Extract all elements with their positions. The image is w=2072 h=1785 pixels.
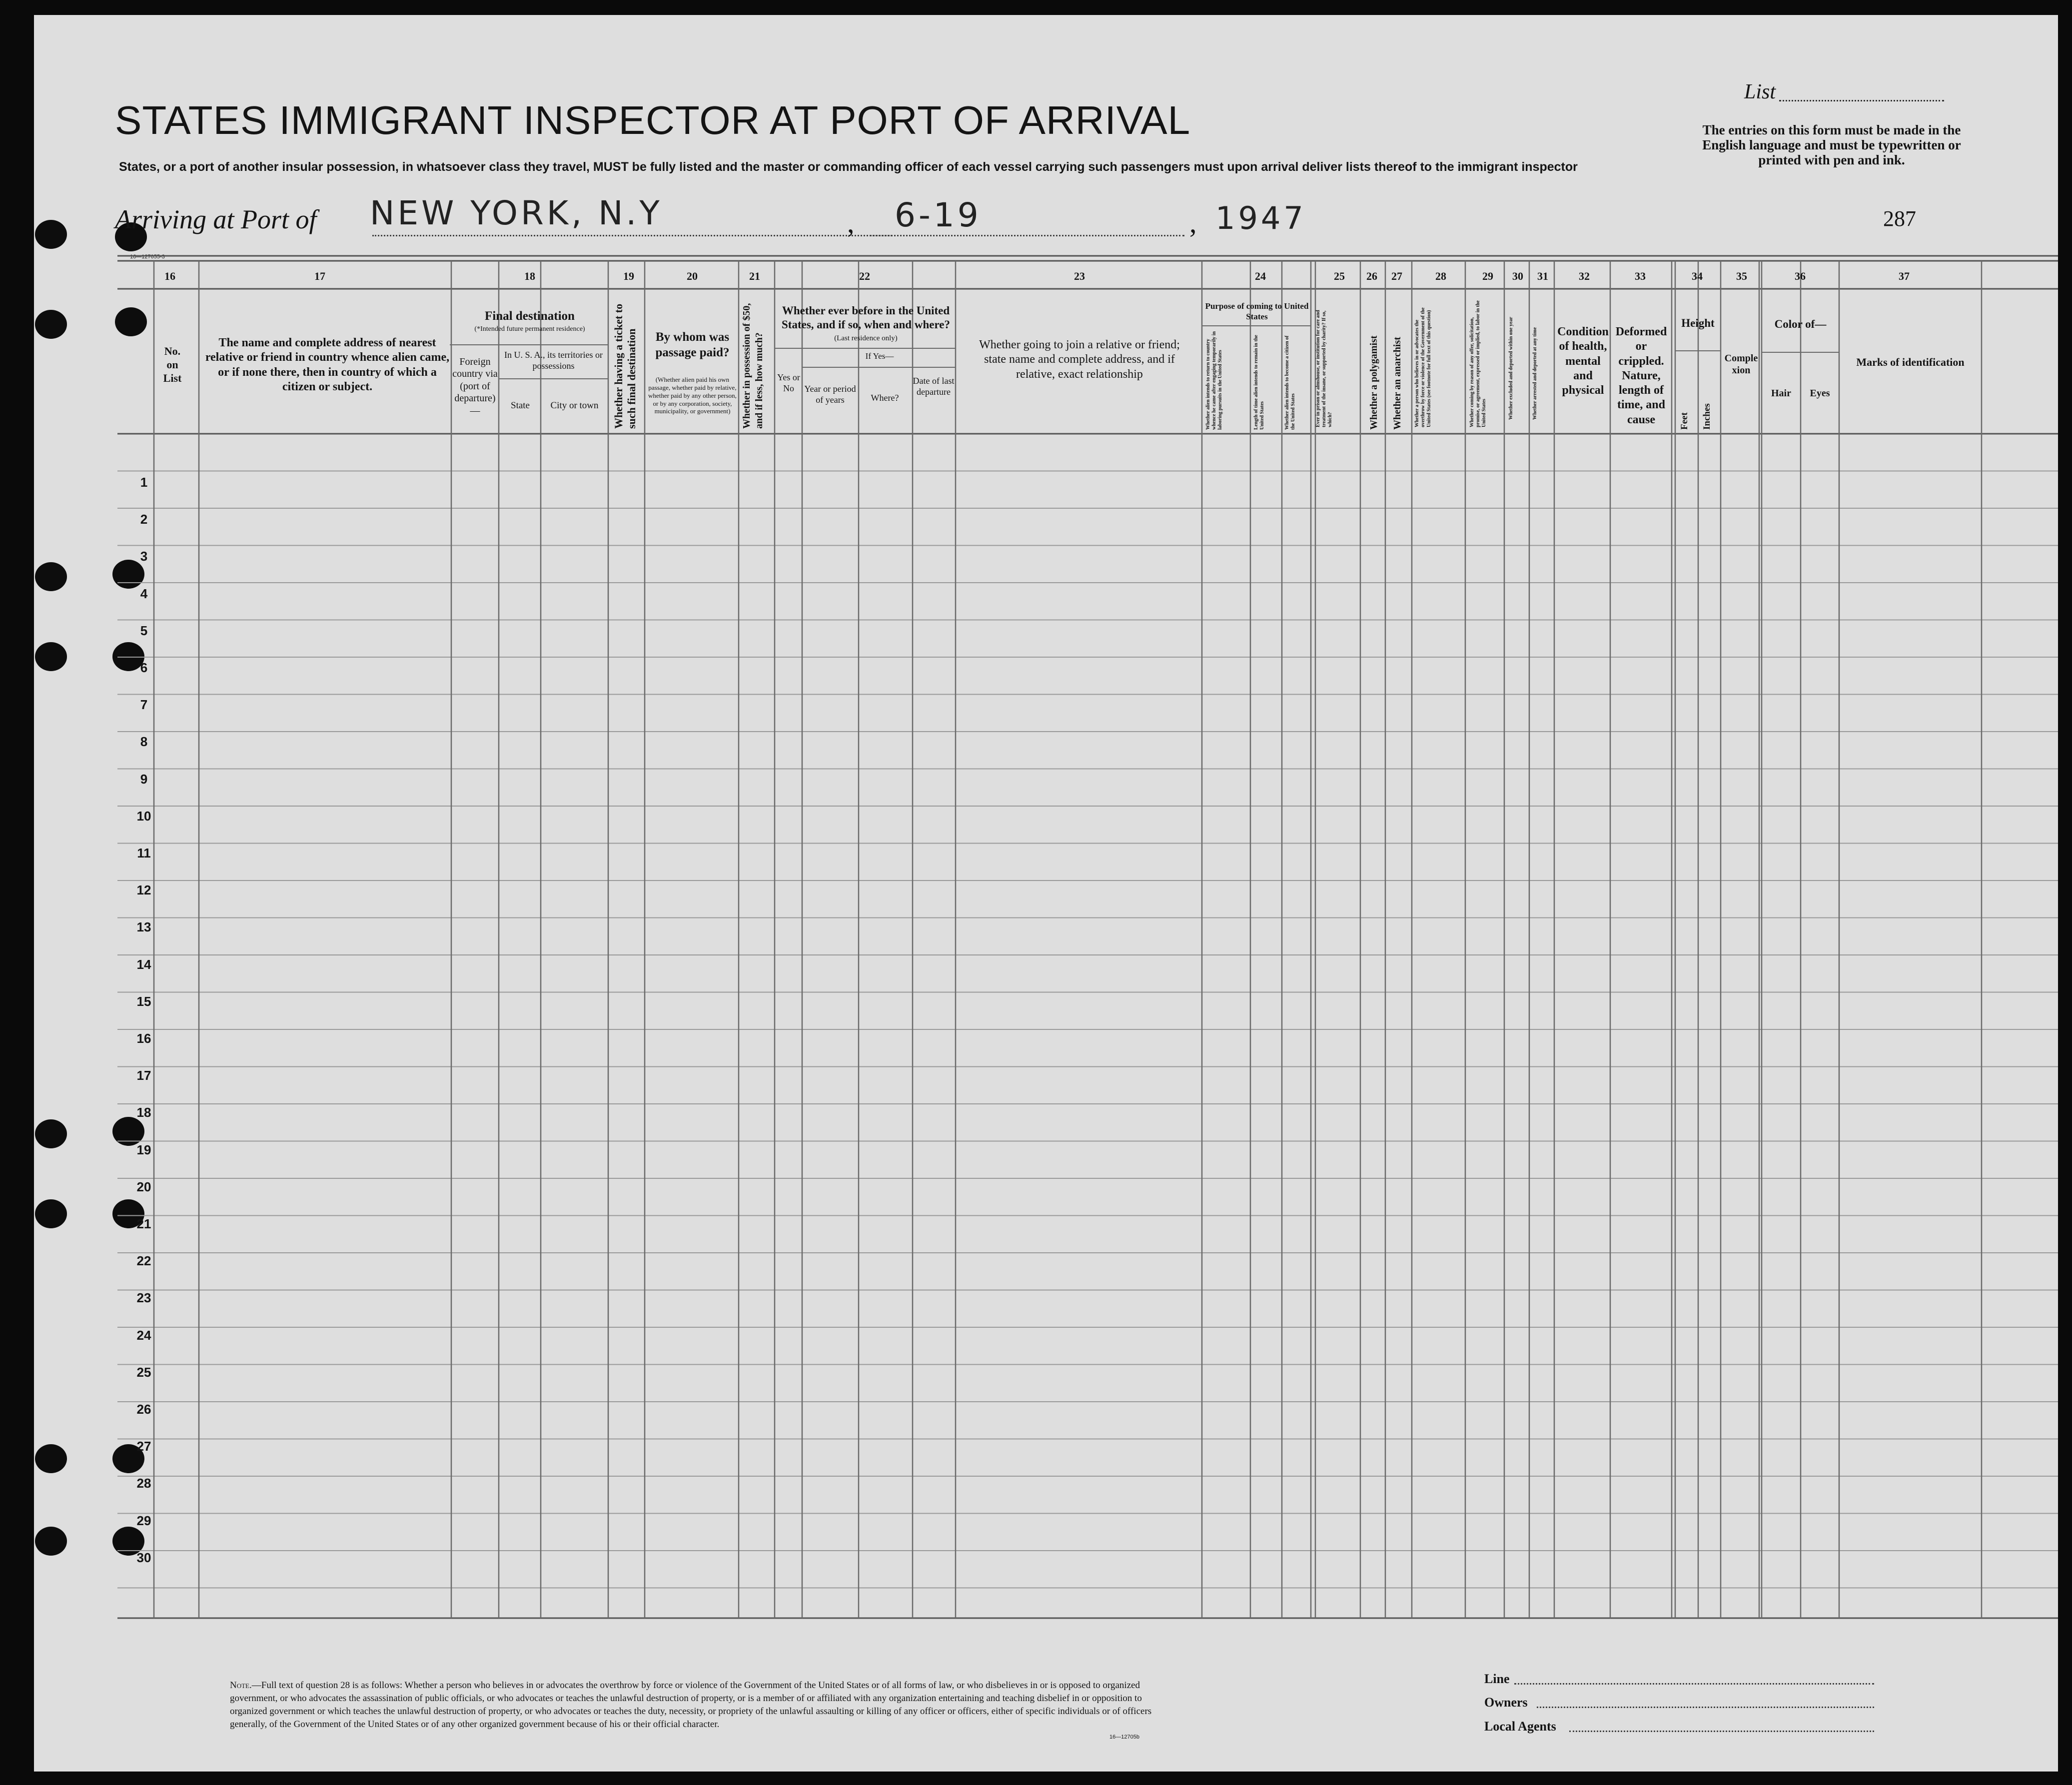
column-number: 19 xyxy=(623,270,634,282)
column-number: 37 xyxy=(1899,270,1910,282)
header-in-usa: In U. S. A., its territories or possessions xyxy=(504,350,603,371)
header-ever-before: Whether ever before in the United States, and if so, when and where? xyxy=(782,304,950,331)
row-number: 15 xyxy=(136,993,151,1009)
row-number: 5 xyxy=(140,623,148,638)
row-number: 24 xyxy=(136,1327,151,1343)
header-possession-50: Whether in possession of $50, and if less, how much? xyxy=(741,303,765,429)
footnote-lead: Note. xyxy=(230,1680,252,1691)
header-state: State xyxy=(511,400,530,411)
header-become-citizen: Whether alien intends to become a citizen of the United States xyxy=(1284,335,1296,430)
row-number: 19 xyxy=(136,1142,151,1157)
row-number: 1 xyxy=(140,475,148,490)
header-ticket: Whether having a ticket to such final destination xyxy=(612,303,638,429)
header-if-yes: If Yes— xyxy=(865,351,894,361)
row-number: 30 xyxy=(136,1550,151,1565)
line-field[interactable] xyxy=(1514,1683,1874,1685)
row-number: 3 xyxy=(140,549,148,564)
column-number: 25 xyxy=(1334,270,1345,282)
column-number: 17 xyxy=(314,270,325,282)
row-number: 23 xyxy=(136,1290,151,1306)
owners-field[interactable] xyxy=(1537,1707,1874,1708)
row-number: 27 xyxy=(136,1439,151,1454)
column-number: 22 xyxy=(859,270,870,282)
port-field[interactable]: NEW YORK, N.Y xyxy=(370,194,663,232)
column-number: 31 xyxy=(1537,270,1548,282)
arriving-label: Arriving at Port of xyxy=(115,204,317,234)
header-arrested: Whether arrested and deported at any time xyxy=(1532,327,1538,420)
header-polygamist: Whether a polygamist xyxy=(1368,335,1379,430)
header-anarchist: Whether an anarchist xyxy=(1392,337,1403,430)
row-number: 12 xyxy=(136,883,151,898)
column-number: 32 xyxy=(1579,270,1590,282)
row-number: 29 xyxy=(136,1513,151,1528)
column-number: 23 xyxy=(1074,270,1085,282)
header-year-period: Year or period of years xyxy=(804,384,856,405)
row-number: 10 xyxy=(136,808,151,824)
local-agents-label: Local Agents xyxy=(1484,1719,1556,1734)
row-number: 13 xyxy=(136,919,151,935)
row-number: 20 xyxy=(136,1179,151,1194)
row-number: 16 xyxy=(136,1031,151,1046)
footnote xyxy=(230,1679,1179,1731)
column-number: 20 xyxy=(687,270,698,282)
row-number: 21 xyxy=(136,1216,151,1231)
header-passage-note: (Whether alien paid his own passage, whether paid by relative, whether paid by any other person, or by any corporation, society, municipality, or government) xyxy=(648,376,737,415)
header-height: Height xyxy=(1681,317,1715,329)
row-number: 6 xyxy=(140,660,148,675)
footer-form-number: 16—12705b xyxy=(1109,1734,1139,1740)
line-label: Line xyxy=(1484,1672,1510,1686)
subtitle: States, or a port of another insular possession, in whatsoever class they travel, MUST be fully listed and the master or commanding officer of each vessel carrying such passengers must upon arrival deliver lists thereof to the immigrant inspector xyxy=(119,160,1578,174)
header-feet: Feet xyxy=(1679,412,1690,430)
row-number: 26 xyxy=(136,1402,151,1417)
header-where: Where? xyxy=(871,393,899,403)
column-number: 16 xyxy=(164,270,175,282)
header-last-residence: (Last residence only) xyxy=(834,334,898,342)
row-number: 22 xyxy=(136,1253,151,1269)
header-length-stay: Length of time alien intends to remain in the United States xyxy=(1253,335,1265,430)
row-number: 4 xyxy=(140,586,148,601)
column-number: 21 xyxy=(749,270,760,282)
date-field[interactable]: 6-19 xyxy=(895,196,982,234)
local-agents-field[interactable] xyxy=(1569,1731,1874,1732)
row-number: 11 xyxy=(137,846,151,861)
page-number: 287 xyxy=(1883,206,1916,231)
year-field[interactable]: 1947 xyxy=(1215,200,1306,236)
header-no-on-list: No. on List xyxy=(163,345,182,384)
header-join-relative: Whether going to join a relative or friend; state name and complete address, and if relative, exact relationship xyxy=(979,338,1180,381)
header-return-country: Whether alien intends to return to country whence he came after engaging temporarily in laboring pursuits in the United States xyxy=(1205,331,1223,430)
header-condition-health: Condition of health, mental and physical xyxy=(1557,325,1609,397)
page-title: STATES IMMIGRANT INSPECTOR AT PORT OF ARRIVAL xyxy=(115,98,1191,142)
header-purpose: Purpose of coming to United States xyxy=(1205,301,1309,321)
column-number: 34 xyxy=(1692,270,1703,282)
footnote-text: —Full text of question 28 is as follows: Whether a person who believes in or advocates the overthrow by force or violence of the Government of the United States or of all forms of law, or who disbelieves in or is opposed to organized government, or who advocates the assassination of public officials, or who advocates or teaches the unlawful destruction of property, or is a member of or affiliated with any organization entertaining and teaching disbelief in or opposition to organized government or which teaches the unlawful destruction of property, or who advocates or teaches the duty, necessity, or propriety of the unlawful assaulting or killing of any officer or officers, either of specific individuals or of officers generally, of the Government of the United States or of any other organized government because of his or their official character. xyxy=(230,1680,1152,1730)
row-number: 2 xyxy=(140,512,148,527)
column-number: 35 xyxy=(1736,270,1747,282)
row-number: 17 xyxy=(136,1068,151,1083)
owners-label: Owners xyxy=(1484,1695,1528,1710)
row-number: 8 xyxy=(140,734,148,750)
header-color-of: Color of— xyxy=(1774,318,1827,330)
header-last-departure: Date of last departure xyxy=(913,376,955,397)
column-number: 27 xyxy=(1391,270,1402,282)
row-number: 18 xyxy=(136,1105,151,1120)
header-eyes: Eyes xyxy=(1810,388,1830,399)
header-complexion: Complexion xyxy=(1724,353,1758,376)
column-number: 30 xyxy=(1512,270,1523,282)
column-number: 29 xyxy=(1482,270,1493,282)
header-city: City or town xyxy=(550,400,599,411)
header-overthrow: Whether a person who believes in or advocates the overthrow by force or violence of the Government of the United States (see footnote for full text of this question) xyxy=(1414,307,1432,427)
column-number: 33 xyxy=(1635,270,1646,282)
column-number: 36 xyxy=(1795,270,1806,282)
column-number: 24 xyxy=(1255,270,1266,282)
form-number: 16—127055-3 xyxy=(130,254,165,260)
column-number: 26 xyxy=(1366,270,1377,282)
header-hair: Hair xyxy=(1771,388,1791,399)
header-foreign-country: Foreign country via (port of departure)— xyxy=(452,356,498,416)
row-number: 25 xyxy=(136,1364,151,1380)
header-labor-offer: Whether coming by reason of any offer, solicitation, promise, or agreement, expressed or implied, to labor in the United States xyxy=(1469,300,1487,427)
entries-note: The entries on this form must be made in the English language and must be typewritten or printed with pen and ink. xyxy=(1702,122,1961,167)
column-number: 18 xyxy=(524,270,535,282)
header-final-destination-note: (*Intended future permanent residence) xyxy=(474,325,585,333)
separator-comma: , xyxy=(1189,206,1197,239)
separator-comma: , xyxy=(847,206,855,239)
row-number: 28 xyxy=(136,1476,151,1491)
column-number: 28 xyxy=(1435,270,1446,282)
header-final-destination: Final destination xyxy=(485,309,575,323)
header-marks-identification: Marks of identification xyxy=(1856,356,1965,368)
header-deformed: Deformed or crippled. Nature, length of time, and cause xyxy=(1615,325,1667,426)
list-label: List xyxy=(1744,80,1776,103)
header-yes-no: Yes or No xyxy=(777,372,800,393)
row-number: 9 xyxy=(140,771,148,787)
header-nearest-relative: The name and complete address of nearest relative or friend in country whence alien came, or if none there, then in country of which a citizen or subject. xyxy=(205,336,450,393)
header-prison: Ever in prison or almshouse, or institution for care and treatment of the insane, or supported by charity? If so, which? xyxy=(1315,310,1333,427)
header-excluded: Whether excluded and deported within one year xyxy=(1508,317,1514,420)
header-inches: Inches xyxy=(1702,403,1712,430)
row-number: 14 xyxy=(136,956,151,972)
row-number: 7 xyxy=(140,697,148,713)
header-passage-paid: By whom was passage paid? xyxy=(655,330,730,359)
